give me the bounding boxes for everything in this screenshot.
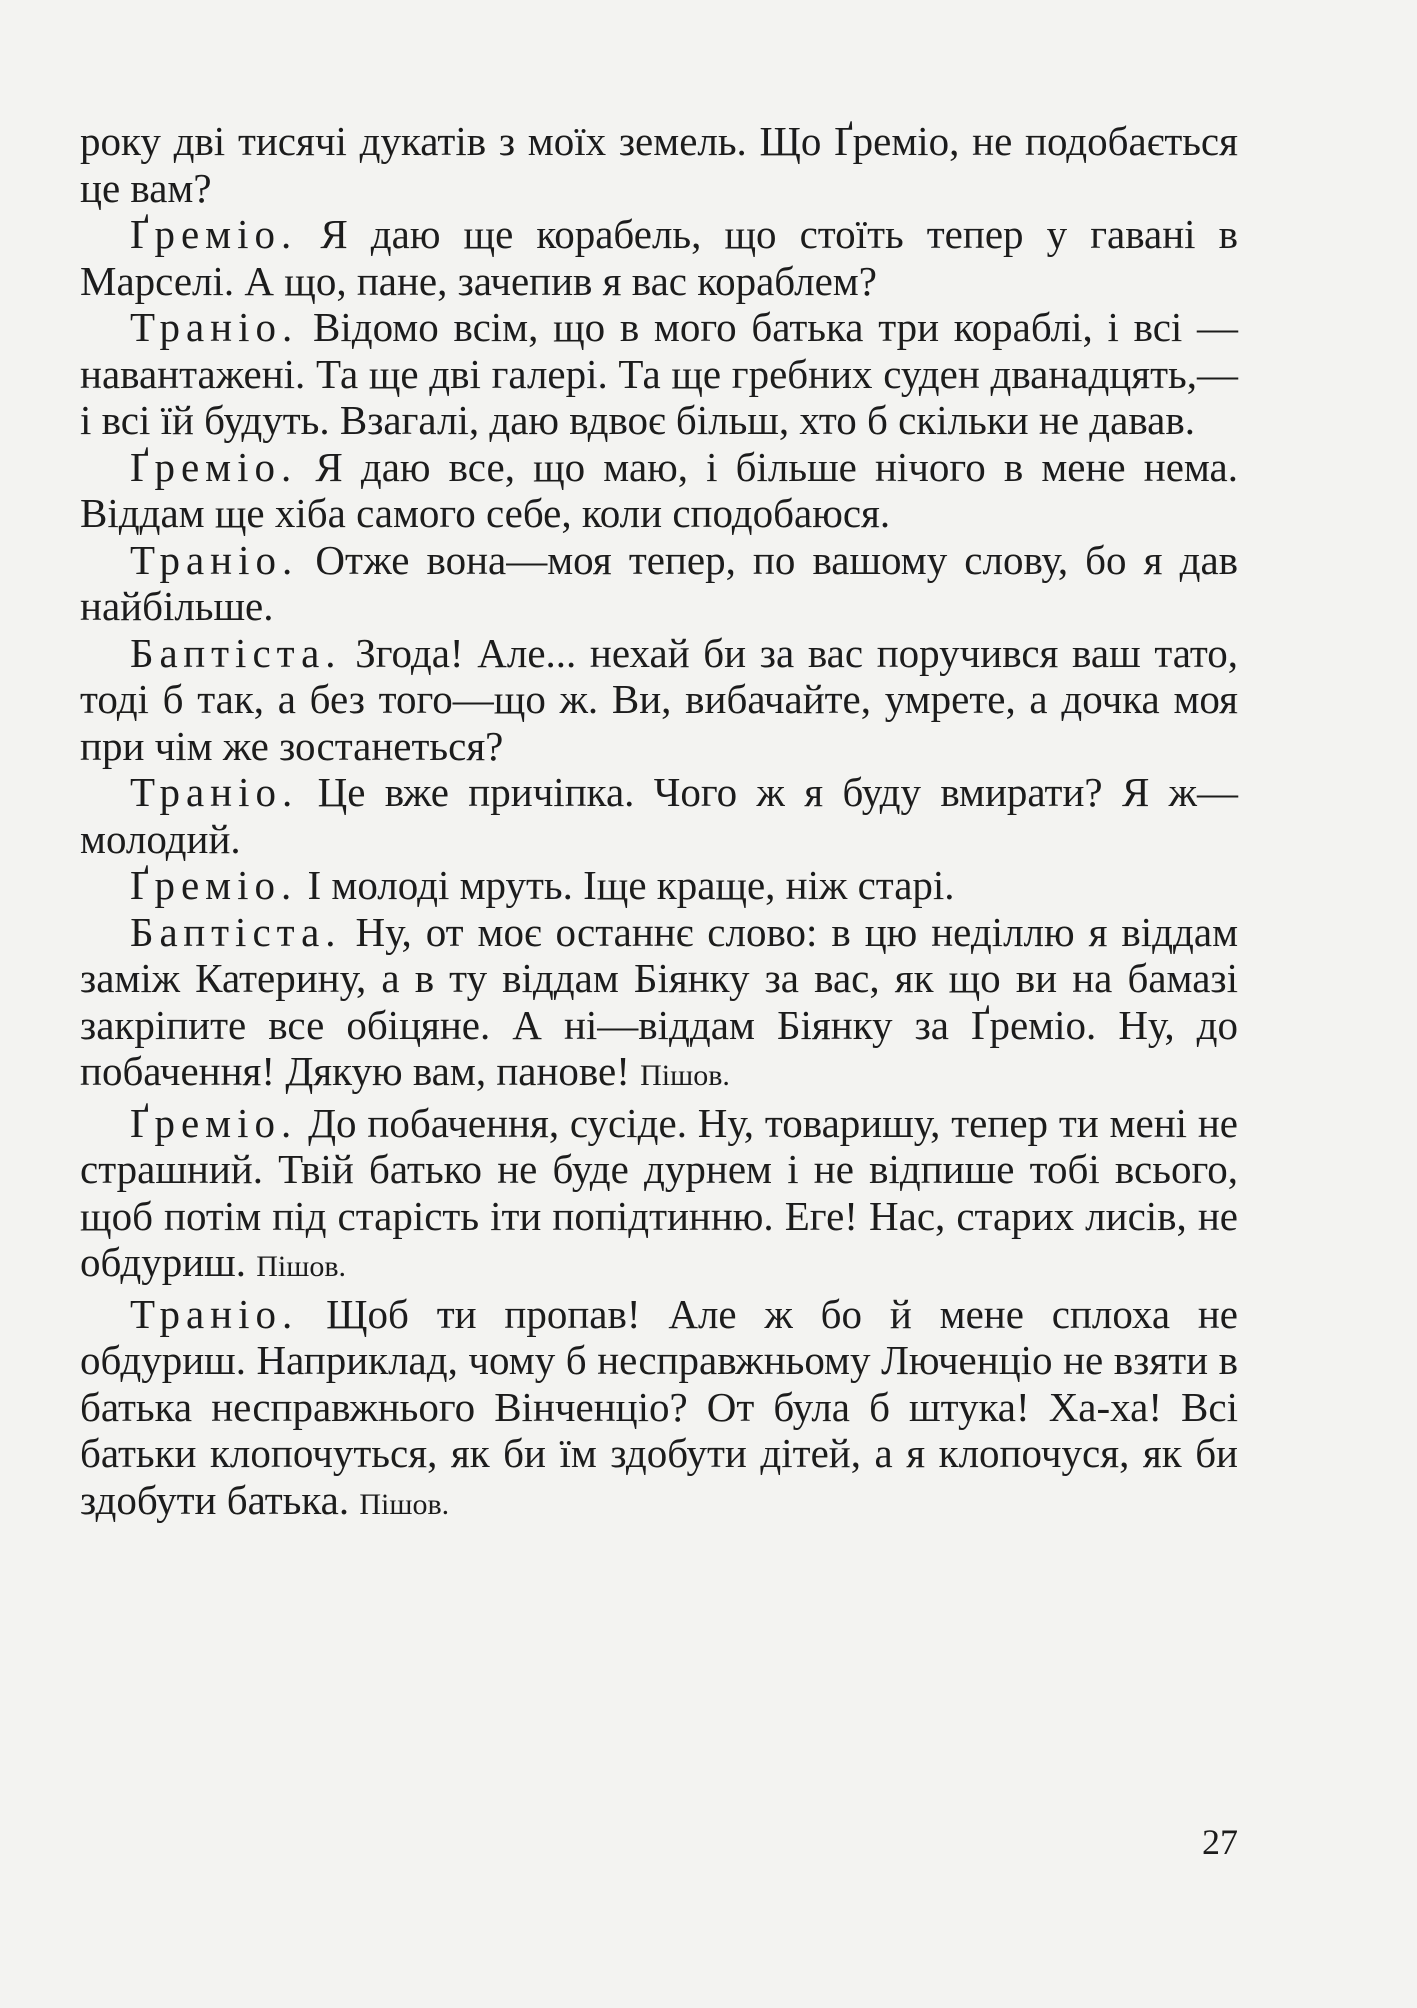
speaker-name: Траніо. — [130, 769, 299, 815]
dialogue-text: Отже вона—моя тепер, по вашому слову, бо я дав найбільше. — [80, 536, 1238, 629]
speaker-name: Траніо. — [130, 1290, 299, 1337]
dialogue-paragraph — [80, 444, 1238, 537]
stage-direction: Пішов. — [256, 1250, 346, 1283]
stage-direction: Пішов. — [359, 1487, 450, 1521]
dialogue-paragraph — [80, 118, 1238, 211]
dialogue-paragraph — [80, 211, 1238, 304]
dialogue-text: Щоб ти пропав! Але ж бо й мене сплоха не обдуриш. Наприклад, чому б несправжньому Люченціо не взяти в батька несправжнього Вінченціо? От була б штука! Ха-ха! Всі батьки клопочуться, як би їм здобути дітей, а я клопочуся, як би здобути батька. — [80, 1290, 1239, 1523]
speaker-name: Баптіста. — [130, 908, 342, 955]
play-text — [80, 118, 1238, 1528]
dialogue-text: Я даю ще корабель, що стоїть тепер у гавані в Марселі. А що, пане, зачепив я вас кораблем? — [80, 211, 1238, 304]
dialogue-text: І молоді мруть. Іще краще, ніж старі. — [307, 862, 955, 908]
dialogue-text: року дві тисячі дукатів з моїх земель. Що Ґреміо, не подобається це вам? — [80, 118, 1238, 211]
speaker-name: Баптіста. — [130, 629, 342, 676]
dialogue-text: Це вже причіпка. Чого ж я буду вмирати? Я ж—молодий. — [80, 769, 1238, 862]
dialogue-text: До побачення, сусіде. Ну, товаришу, тепер ти мені не страшний. Твій батько не буде дурнем і не відпише тобі всього, щоб потім під старість іти попідтинню. Еге! Нас, старих лисів, не обдуриш. — [80, 1099, 1238, 1285]
speaker-name: Ґреміо. — [130, 211, 298, 257]
dialogue-paragraph — [80, 769, 1238, 862]
dialogue-text: Ну, от моє останнє слово: в цю неділлю я віддам заміж Катерину, а в ту віддам Біянку за вас, як що ви на бамазі закріпите все обіцяне. А ні—віддам Біянку за Ґреміо. Ну, до побачення! Дякую вам, панове! — [80, 908, 1239, 1094]
dialogue-paragraph — [80, 304, 1238, 444]
dialogue-paragraph — [80, 537, 1238, 630]
speaker-name: Траніо. — [130, 536, 299, 583]
dialogue-paragraph — [80, 630, 1238, 770]
dialogue-paragraph — [80, 909, 1238, 1100]
dialogue-paragraph — [80, 1100, 1238, 1291]
stage-direction: Пішов. — [640, 1059, 730, 1092]
dialogue-text: Відомо всім, що в мого батька три кораблі, і всі — навантажені. Та ще дві галері. Та ще гребних суден дванадцять,—і всі їй будуть. Взагалі, даю вдвоє більш, хто б скільки не давав. — [80, 304, 1238, 443]
dialogue-paragraph — [80, 1291, 1238, 1529]
page-number: 27 — [1202, 1822, 1238, 1862]
speaker-name: Траніо. — [130, 304, 299, 350]
speaker-name: Ґреміо. — [130, 443, 298, 490]
dialogue-text: Я даю все, що маю, і більше нічого в мене нема. Віддам ще хіба самого себе, коли сподобаюся. — [80, 443, 1239, 536]
dialogue-text: Згода! Але... нехай би за вас поручився ваш тато, тоді б так, а без того—що ж. Ви, вибачайте, умрете, а дочка моя при чім же зостанеться? — [80, 629, 1239, 769]
dialogue-paragraph — [80, 862, 1238, 909]
speaker-name: Ґреміо. — [130, 862, 298, 908]
speaker-name: Ґреміо. — [130, 1099, 298, 1146]
